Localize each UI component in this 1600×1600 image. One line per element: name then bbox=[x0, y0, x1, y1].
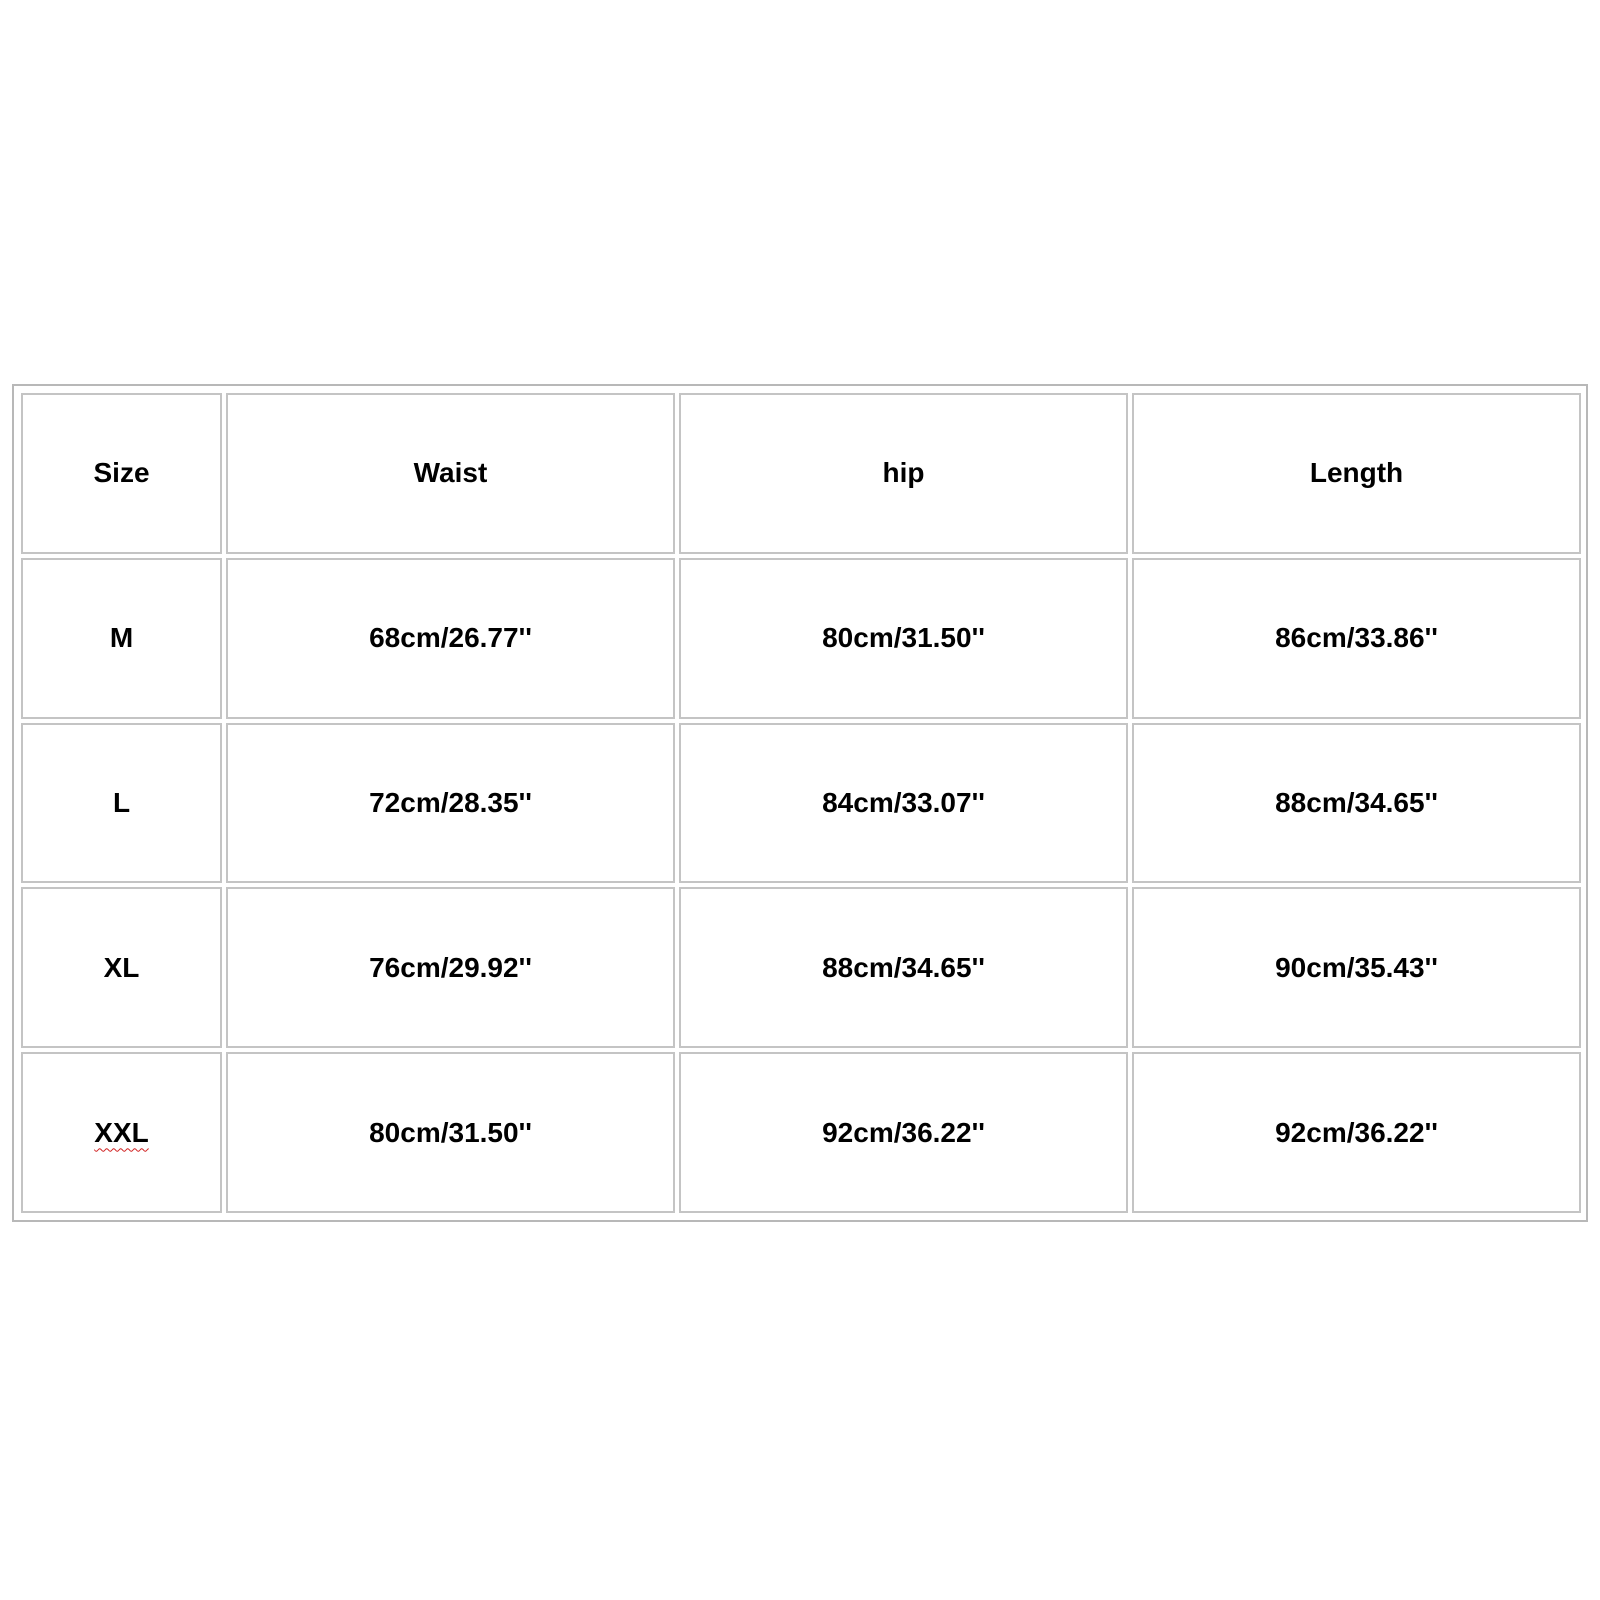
size-chart-frame bbox=[12, 384, 1588, 1222]
hip-cell: 80cm/31.50'' bbox=[679, 558, 1128, 719]
hip-cell: 84cm/33.07'' bbox=[679, 723, 1128, 884]
table-row bbox=[21, 1052, 1581, 1213]
size-chart-table bbox=[17, 389, 1585, 1217]
waist-cell: 80cm/31.50'' bbox=[226, 1052, 675, 1213]
waist-cell: 72cm/28.35'' bbox=[226, 723, 675, 884]
header-row bbox=[21, 393, 1581, 554]
size-cell: M bbox=[21, 558, 222, 719]
size-cell: L bbox=[21, 723, 222, 884]
hip-cell: 88cm/34.65'' bbox=[679, 887, 1128, 1048]
length-cell: 92cm/36.22'' bbox=[1132, 1052, 1581, 1213]
size-value-spellcheck: XXL bbox=[94, 1116, 149, 1148]
header-hip: hip bbox=[679, 393, 1128, 554]
length-cell: 86cm/33.86'' bbox=[1132, 558, 1581, 719]
length-cell: 88cm/34.65'' bbox=[1132, 723, 1581, 884]
size-cell: XL bbox=[21, 887, 222, 1048]
waist-cell: 68cm/26.77'' bbox=[226, 558, 675, 719]
hip-cell: 92cm/36.22'' bbox=[679, 1052, 1128, 1213]
header-waist: Waist bbox=[226, 393, 675, 554]
header-size: Size bbox=[21, 393, 222, 554]
length-cell: 90cm/35.43'' bbox=[1132, 887, 1581, 1048]
header-length: Length bbox=[1132, 393, 1581, 554]
table-row bbox=[21, 887, 1581, 1048]
size-cell bbox=[21, 1052, 222, 1213]
waist-cell: 76cm/29.92'' bbox=[226, 887, 675, 1048]
table-row bbox=[21, 558, 1581, 719]
table-row bbox=[21, 723, 1581, 884]
